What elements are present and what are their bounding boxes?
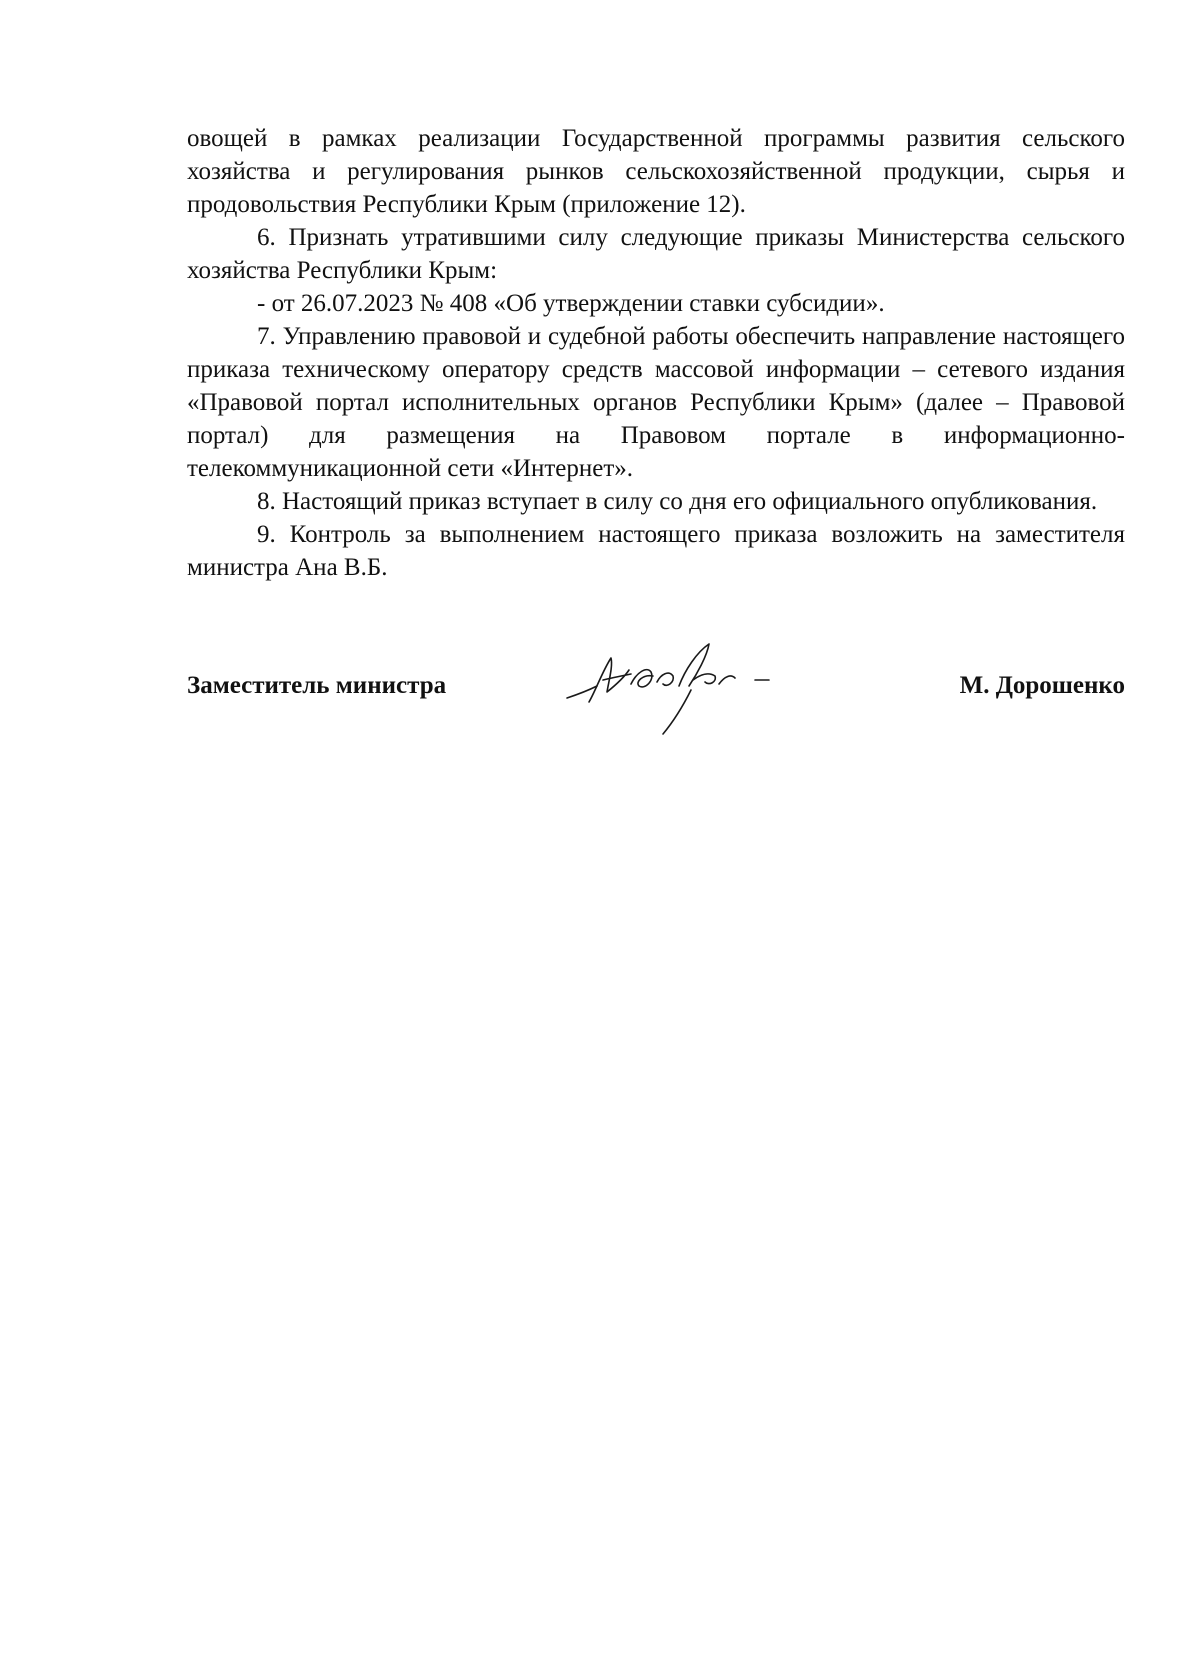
handwritten-signature <box>559 640 789 740</box>
paragraph-item-7: 7. Управлению правовой и судебной работы обеспечить направление настоящего приказа техническому оператору средств массовой информации – сетевого издания «Правовой портал исполнительных органов Республики Крым» (далее – Правовой портал) для размещения на Правовом портале в информационно-телекоммуникационной сети «Интернет». <box>187 323 1125 482</box>
signature-block <box>187 640 1125 740</box>
paragraph-item-9: 9. Контроль за выполнением настоящего приказа возложить на заместителя министра Ана В.Б. <box>187 521 1125 581</box>
paragraph-item-6: 6. Признать утратившими силу следующие приказы Министерства сельского хозяйства Республики Крым: <box>187 224 1125 284</box>
document-body <box>187 122 1125 584</box>
signatory-name: М. Дорошенко <box>959 672 1125 699</box>
paragraph-continuation: овощей в рамках реализации Государственной программы развития сельского хозяйства и регулирования рынков сельскохозяйственной продукции, сырья и продовольствия Республики Крым (приложение 12). <box>187 125 1125 218</box>
paragraph-item-8: 8. Настоящий приказ вступает в силу со дня его официального опубликования. <box>257 488 1098 515</box>
paragraph-item-6-subitem: - от 26.07.2023 № 408 «Об утверждении ставки субсидии». <box>257 290 885 317</box>
signatory-position: Заместитель министра <box>187 672 447 699</box>
